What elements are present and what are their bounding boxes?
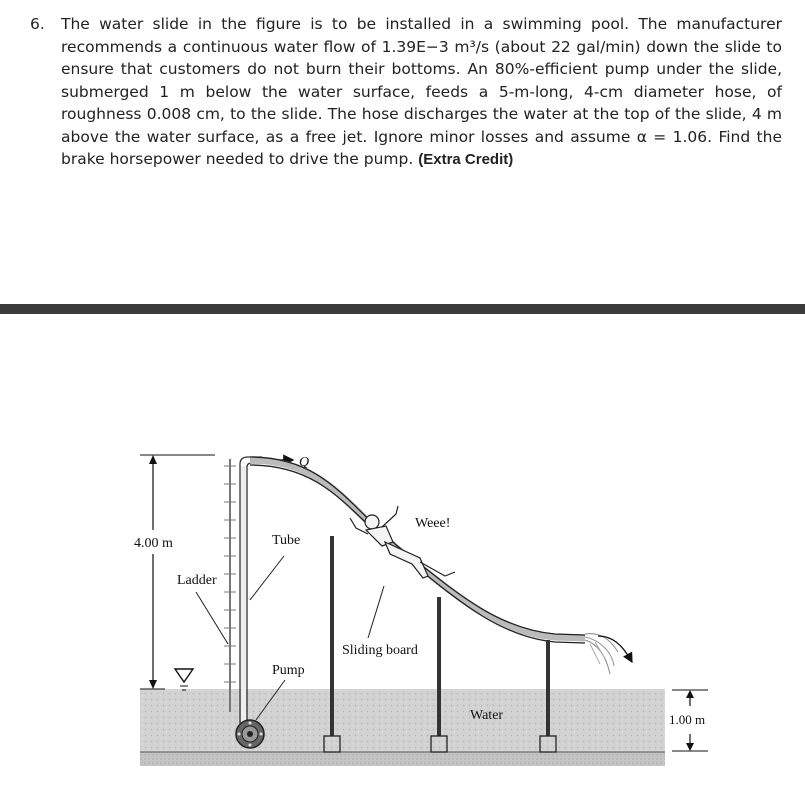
tube-leader [250, 556, 284, 600]
problem-statement [30, 13, 782, 172]
problem-number: 6. [30, 15, 45, 33]
height-dimension [140, 455, 215, 689]
sliding-board-leader [368, 586, 384, 638]
free-surface-symbol [175, 669, 193, 690]
ladder-label: Ladder [177, 573, 217, 588]
ladder-leader [196, 592, 228, 644]
pump-label: Pump [272, 663, 305, 678]
problem-text: The water slide in the figure is to be installed in a swimming pool. The manufacturer recommends a continuous water flow of 1.39E−3 m³/s (about 22 gal/min) down the slide to ensure that customers do not burn their bottoms. An 80%-efficient pump under the slide, submerged 1 m below the water surface, feeds a 5-m-long, 4-cm diameter hose, of roughness 0.008 cm, to the slide. The hose discharges the water at the top of the slide, 4 m above the water surface, as a free jet. Ignore minor losses and assume α = 1.06. Find the brake horsepower needed to drive the pump. [61, 15, 782, 168]
flow-label: Q [299, 455, 310, 470]
pool-floor [140, 752, 665, 766]
pool-water [140, 689, 665, 752]
extra-credit-note: (Extra Credit) [418, 151, 514, 168]
section-divider [0, 304, 805, 314]
water-slide-figure [0, 314, 805, 805]
sliding-board-label: Sliding board [342, 643, 418, 658]
tube-label: Tube [272, 533, 301, 548]
exclaim-label: Weee! [415, 516, 451, 531]
water-label: Water [470, 708, 504, 723]
water-spray [585, 634, 632, 674]
problem-text-block [61, 13, 782, 172]
tube [240, 457, 262, 724]
depth-label: 1.00 m [669, 712, 706, 727]
height-label: 4.00 m [134, 536, 173, 551]
slide-board [250, 457, 585, 643]
ladder [224, 459, 236, 712]
pump [236, 720, 264, 748]
